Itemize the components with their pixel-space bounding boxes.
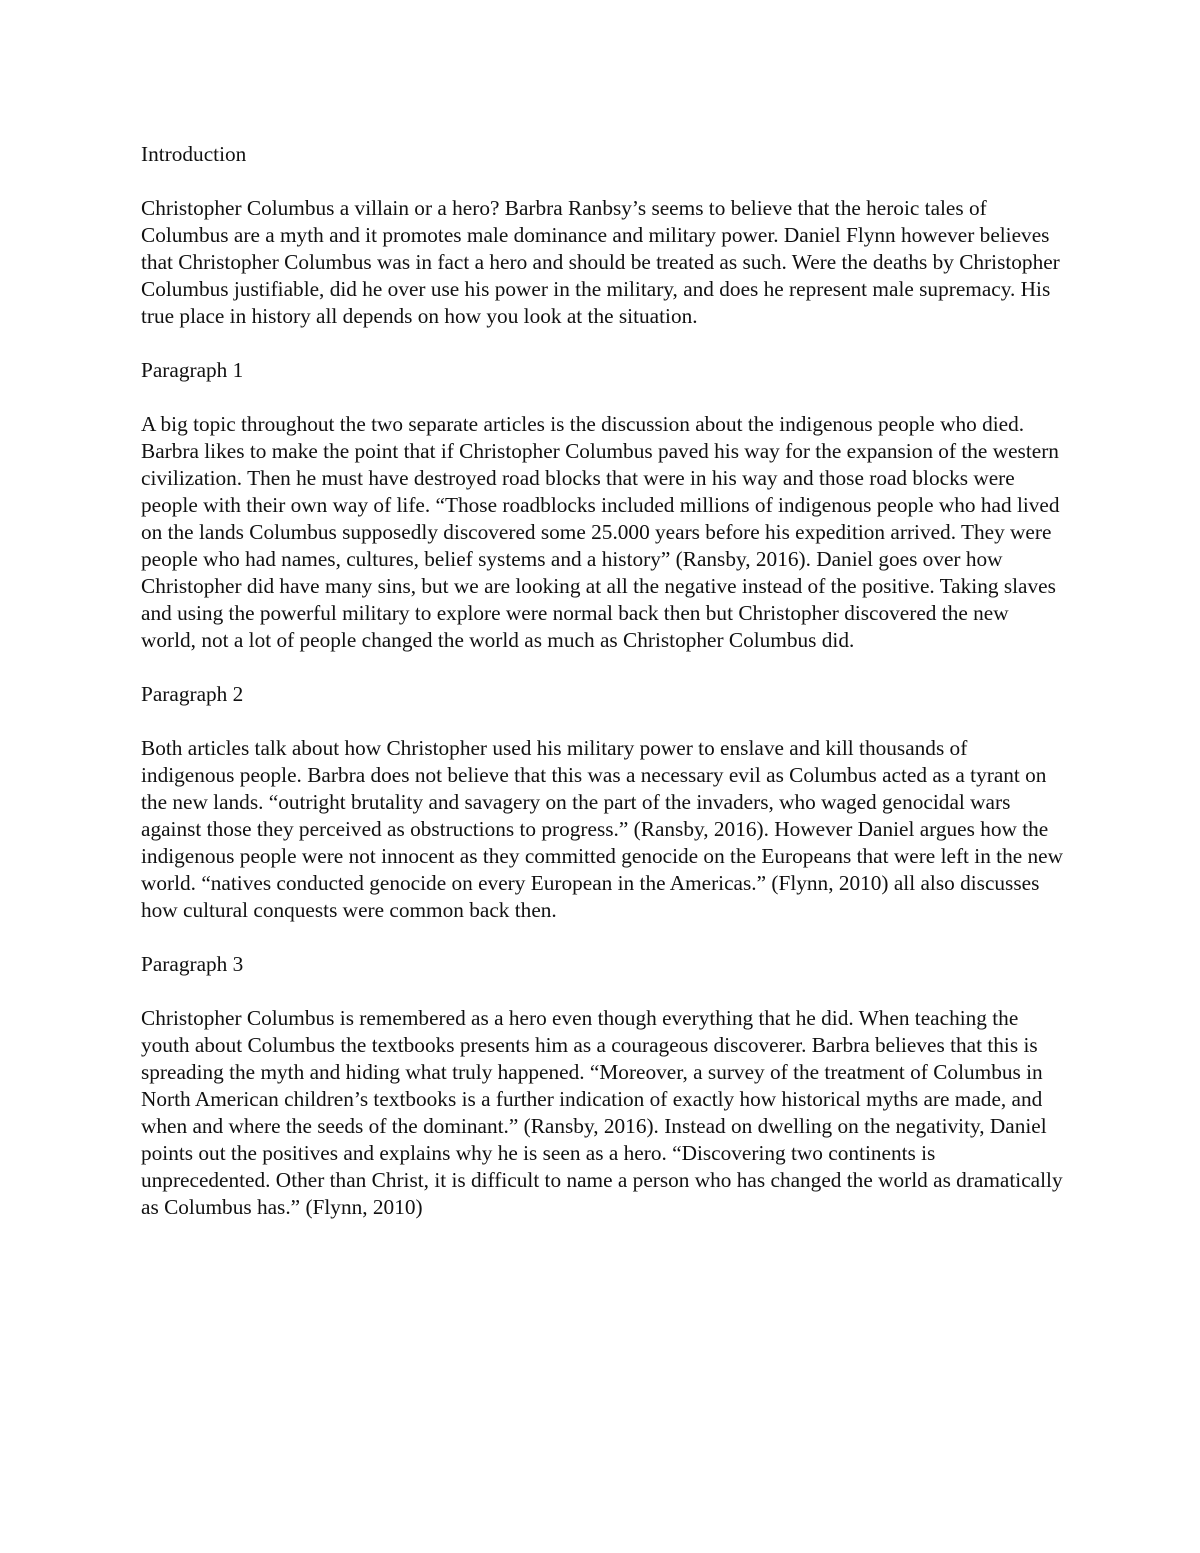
document-body [141, 141, 1066, 1248]
section-heading: Paragraph 2 [141, 682, 244, 706]
section-paragraph: A big topic throughout the two separate articles is the discussion about the indigenous people who died. Barbra likes to make the point that if Christopher Columbus paved his way for the expansion of the western civilization. Then he must have destroyed road blocks that were in his way and those road blocks were people with their own way of life. “Those roadblocks included millions of indigenous people who had lived on the lands Columbus supposedly discovered some 25.000 years before his expedition arrived. They were people who had names, cultures, belief systems and a history” (Ransby, 2016). Daniel goes over how Christopher did have many sins, but we are looking at all the negative instead of the positive. Taking slaves and using the powerful military to explore were normal back then but Christopher discovered the new world, not a lot of people changed the world as much as Christopher Columbus did. [141, 412, 1060, 652]
section-heading: Paragraph 3 [141, 952, 244, 976]
section-paragraph: Both articles talk about how Christopher used his military power to enslave and kill thousands of indigenous people. Barbra does not believe that this was a necessary evil as Columbus acted as a tyrant on the new lands. “outright brutality and savagery on the part of the invaders, who waged genocidal wars against those they perceived as obstructions to progress.” (Ransby, 2016). However Daniel argues how the indigenous people were not innocent as they committed genocide on the Europeans that were left in the new world. “natives conducted genocide on every European in the Americas.” (Flynn, 2010) all also discusses how cultural conquests were common back then. [141, 736, 1063, 922]
section-paragraph-3 [141, 951, 1066, 1221]
section-paragraph-1 [141, 357, 1066, 654]
section-paragraph: Christopher Columbus is remembered as a hero even though everything that he did. When teaching the youth about Columbus the textbooks presents him as a courageous discoverer. Barbra believes that this is spreading the myth and hiding what truly happened. “Moreover, a survey of the treatment of Columbus in North American children’s textbooks is a further indication of exactly how historical myths are made, and when and where the seeds of the dominant.” (Ransby, 2016). Instead on dwelling on the negativity, Daniel points out the positives and explains why he is seen as a hero. “Discovering two continents is unprecedented. Other than Christ, it is difficult to name a person who has changed the world as dramatically as Columbus has.” (Flynn, 2010) [141, 1006, 1063, 1219]
section-heading: Paragraph 1 [141, 358, 244, 382]
section-introduction [141, 141, 1066, 330]
section-heading: Introduction [141, 142, 247, 166]
section-paragraph-2 [141, 681, 1066, 924]
section-paragraph: Christopher Columbus a villain or a hero? Barbra Ranbsy’s seems to believe that the heroic tales of Columbus are a myth and it promotes male dominance and military power. Daniel Flynn however believes that Christopher Columbus was in fact a hero and should be treated as such. Were the deaths by Christopher Columbus justifiable, did he over use his power in the military, and does he represent male supremacy. His true place in history all depends on how you look at the situation. [141, 196, 1060, 328]
